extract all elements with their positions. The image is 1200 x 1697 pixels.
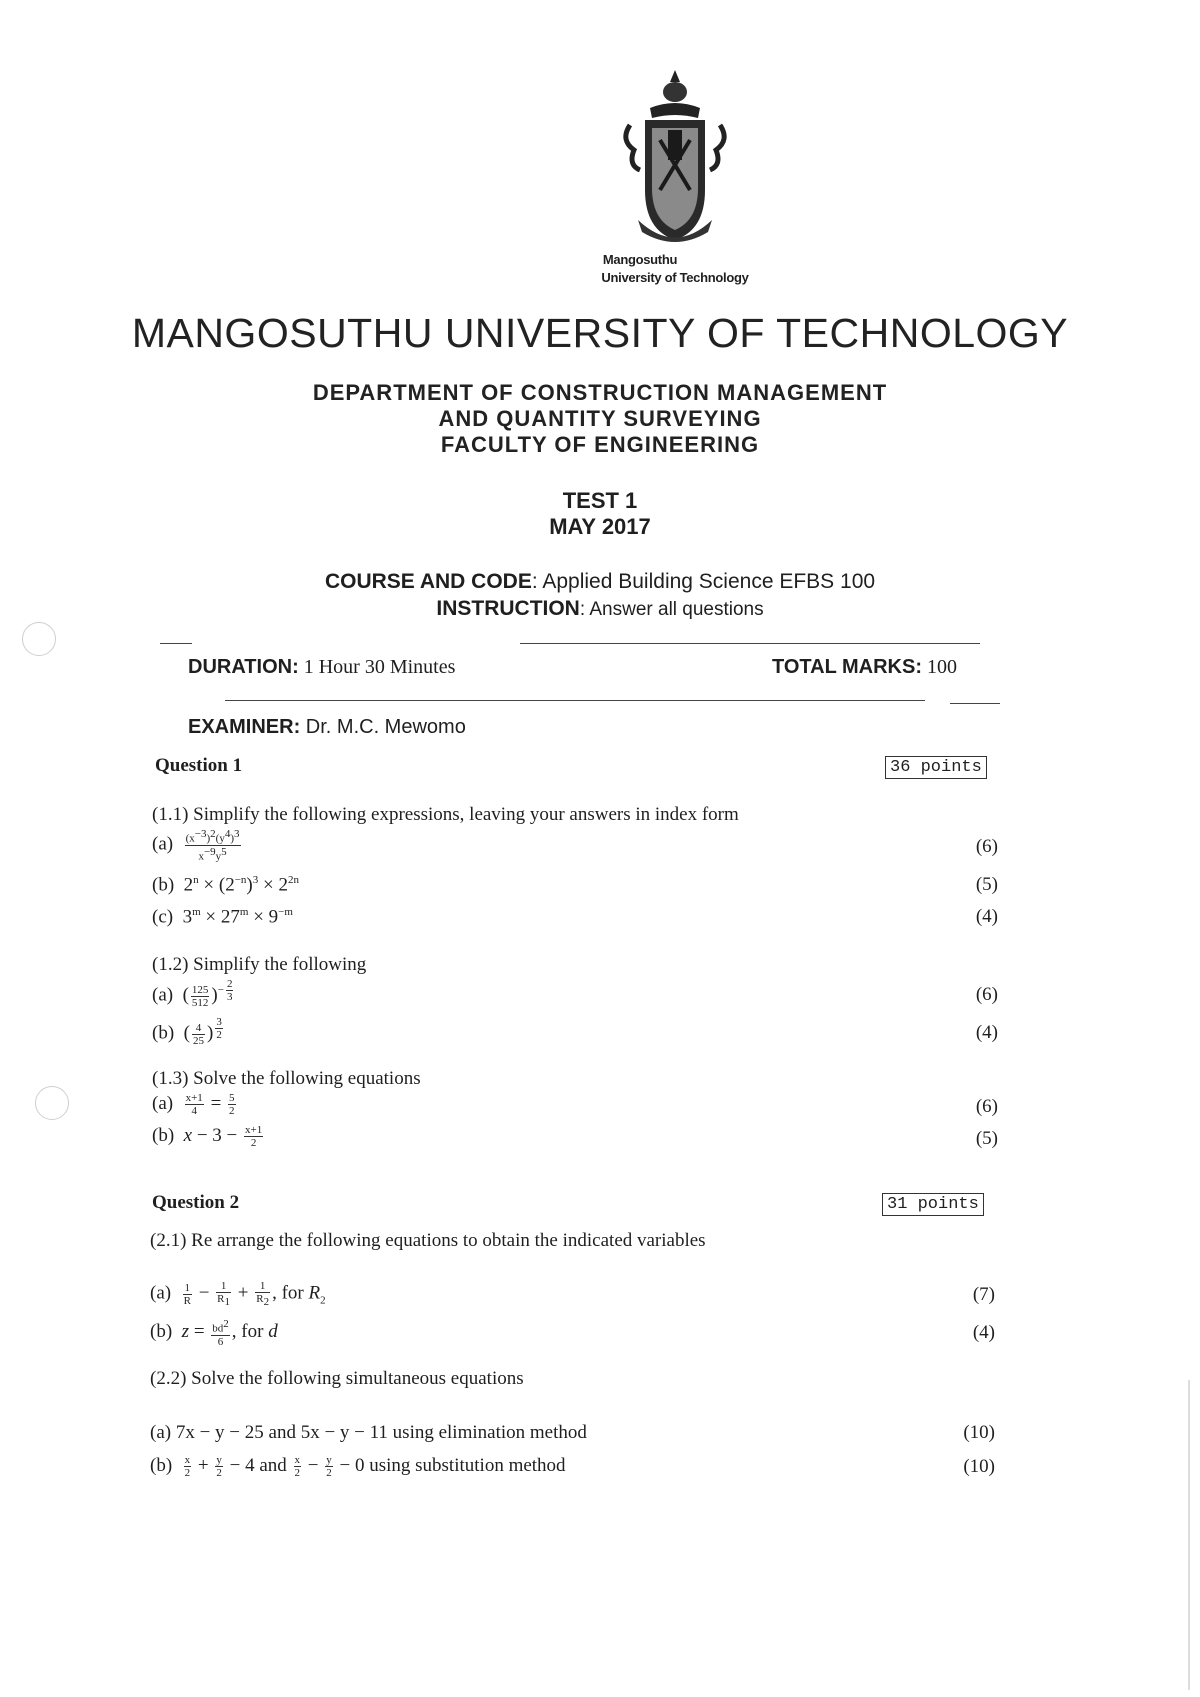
question-2-title: Question 2	[152, 1192, 240, 1213]
q1-2-intro: (1.2) Simplify the following	[152, 954, 367, 975]
instruction-label: INSTRUCTION	[436, 597, 580, 620]
q1-1-intro: (1.1) Simplify the following expressions, leaving your answers in index form	[152, 804, 739, 825]
crest-caption-university: University of Technology	[601, 270, 749, 285]
faculty-line: FACULTY OF ENGINEERING	[440, 432, 760, 457]
department-line-1: DEPARTMENT OF CONSTRUCTION MANAGEMENT	[312, 380, 888, 405]
crest-caption-name: Mangosuthu	[602, 252, 678, 267]
test-title: TEST 1	[562, 488, 638, 513]
total-marks-label: TOTAL MARKS:	[772, 656, 922, 678]
q2-2-a-mark: (10)	[963, 1422, 995, 1443]
examiner-label: EXAMINER:	[188, 716, 301, 738]
q2-2-intro: (2.2) Solve the following simultaneous equations	[150, 1368, 524, 1389]
question-1-title: Question 1	[155, 755, 243, 776]
q1-3-b-expression: (b) x − 3 − $\frac{x+1}{2}$	[152, 1124, 263, 1149]
q2-1-a-expression: (a) $\frac{1}{R}$ − $\frac{1}{R_1}$ + $\frac{1}{R_2}$ , for $R_2$	[150, 1280, 326, 1309]
punch-hole-bottom	[35, 1086, 69, 1120]
q2-2-a-expression: (a) 7x − y − 25 and 5x − y − 11 using elimination method	[150, 1422, 587, 1443]
instruction-value: : Answer all questions	[579, 599, 764, 620]
q2-1-intro: (2.1) Re arrange the following equations to obtain the indicated variables	[150, 1230, 706, 1251]
duration-line	[188, 656, 455, 679]
q2-1-b-expression: (b) z = $\frac{bd^2}{6}$ , for d	[150, 1318, 278, 1348]
q1-3-a-expression: (a) $\frac{x+1}{4}$ = $\frac{5}{2}$	[152, 1092, 235, 1117]
q2-2-b-mark: (10)	[963, 1456, 995, 1477]
divider-right-short	[950, 703, 1000, 704]
q1-1-c-mark: (4)	[975, 906, 998, 927]
question-1-points: 36 points	[885, 756, 987, 779]
question-2-points: 31 points	[882, 1193, 984, 1216]
q2-1-a-mark: (7)	[972, 1284, 995, 1305]
page-edge-shadow	[1188, 1380, 1190, 1690]
q1-2-a-mark: (6)	[975, 984, 998, 1005]
university-title: MANGOSUTHU UNIVERSITY OF TECHNOLOGY	[131, 310, 1069, 356]
q1-2-b-expression: (b) ( $\frac{4}{25}$ ) $^{\frac{3}{2}}$	[152, 1016, 222, 1047]
q2-1-b-mark: (4)	[972, 1322, 995, 1343]
divider-middle	[225, 700, 925, 701]
q1-1-b-expression: (b) $2^n \times (2^{-n})^3 \times 2^{2n}$	[152, 874, 299, 896]
test-date: MAY 2017	[549, 514, 651, 539]
course-value: : Applied Building Science EFBS 100	[531, 570, 876, 593]
q1-1-c-expression: (c) $3^m \times 27^m \times 9^{-m}$	[152, 906, 293, 928]
examiner-value: Dr. M.C. Mewomo	[300, 716, 466, 738]
course-line	[0, 570, 1200, 594]
examiner-line	[188, 716, 466, 739]
q2-2-b-expression: (b) $\frac{x}{2}$ + $\frac{y}{2}$ − 4 and $\frac{x}{2}$ − $\frac{y}{2}$ − 0 using substitution method	[150, 1454, 566, 1479]
course-label: COURSE AND CODE	[324, 570, 532, 593]
total-marks-line	[772, 656, 957, 679]
instruction-line	[0, 597, 1200, 621]
q1-1-b-mark: (5)	[975, 874, 998, 895]
punch-hole-top	[22, 622, 56, 656]
department-line-2: AND QUANTITY SURVEYING	[438, 406, 762, 431]
university-crest-logo	[620, 70, 730, 255]
duration-value: 1 Hour 30 Minutes	[298, 656, 456, 678]
q1-2-a-expression: (a) ( $\frac{125}{512}$ )$^{- \frac{2}{3}}$	[152, 978, 233, 1009]
q1-3-b-mark: (5)	[975, 1128, 998, 1149]
q1-3-a-mark: (6)	[975, 1096, 998, 1117]
total-marks-value: 100	[922, 656, 957, 678]
q1-2-b-mark: (4)	[975, 1022, 998, 1043]
duration-label: DURATION:	[188, 656, 299, 678]
divider-top	[520, 643, 980, 644]
divider-left-short	[160, 643, 192, 644]
q1-3-intro: (1.3) Solve the following equations	[152, 1068, 421, 1089]
q1-1-a-expression: (a) $\frac{(x^{-3})^2(y^4)^3}{x^{-9}y^5}$	[152, 828, 240, 863]
q1-1-a-mark: (6)	[975, 836, 998, 857]
